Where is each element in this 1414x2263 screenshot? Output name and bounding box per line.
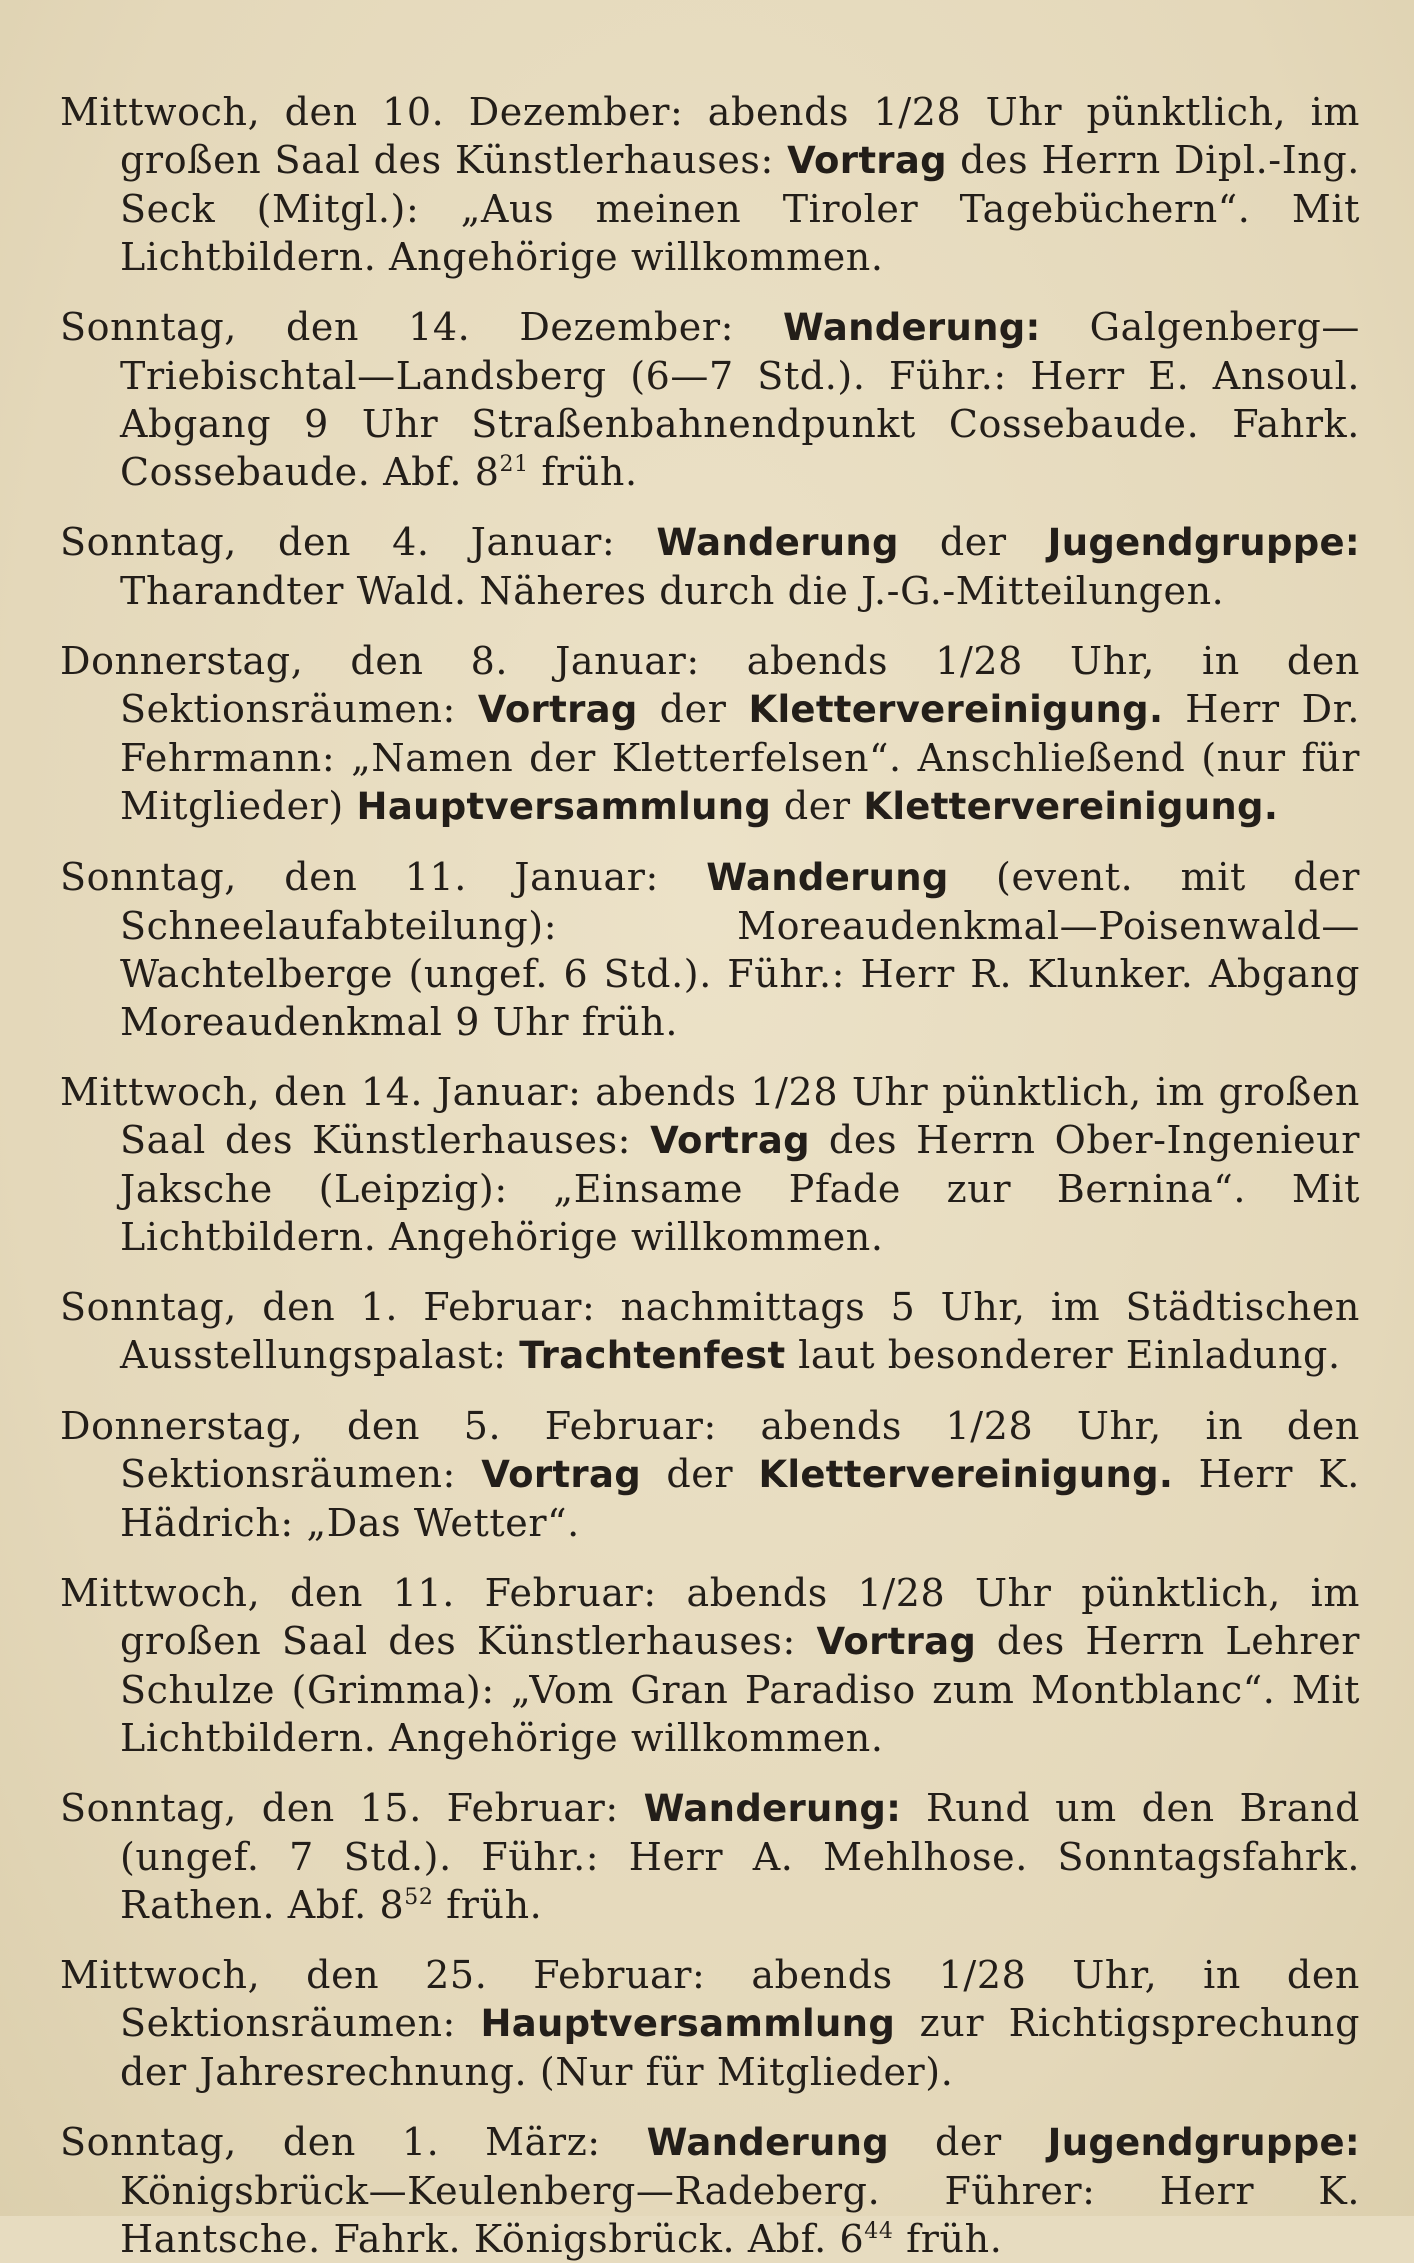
event-keyword: Klettervereinigung. xyxy=(863,785,1279,828)
event-keyword: Vortrag xyxy=(816,1620,977,1663)
departure-minutes: 52 xyxy=(404,1885,434,1910)
event-text: der xyxy=(637,687,749,731)
event-text: Sonntag, den 14. Dezember: xyxy=(60,305,784,349)
event-keyword: Jugendgruppe: xyxy=(1047,2121,1360,2164)
departure-minutes: 44 xyxy=(864,2219,894,2244)
event-text: der xyxy=(898,520,1048,564)
event-keyword: Jugendgruppe: xyxy=(1047,521,1361,564)
event-text: laut besonderer Einladung. xyxy=(785,1333,1341,1377)
event-text: Tharandter Wald. Näheres durch die J.-G.-Mitteilungen. xyxy=(120,569,1225,613)
event-keyword: Wanderung: xyxy=(643,1787,902,1830)
event-keyword: Klettervereinigung. xyxy=(748,688,1164,731)
event-text: Donnerstag, den 8. Januar: abends 1/28 Uhr, in den Sektionsräumen: xyxy=(60,639,1360,731)
event-text: Donnerstag, den 5. Februar: abends 1/28 Uhr, in den Sektionsräumen: xyxy=(60,1404,1360,1496)
event-keyword: Trachtenfest xyxy=(519,1334,786,1377)
event-text: Königsbrück—Keulenberg—Radeberg. Führer: Herr K. Hantsche. Fahrk. Königsbrück. Abf. 6 xyxy=(120,2169,1360,2261)
event-keyword: Wanderung xyxy=(656,521,899,564)
event-text: früh. xyxy=(893,2217,1003,2261)
event-text: Rund um den Brand (ungef. 7 Std.). Führ.: Herr A. Mehlhose. Sonntagsfahrk. Rathen. Abf. 8 xyxy=(120,1786,1360,1927)
event-text: des Herrn Ober-Ingenieur Jaksche (Leipzig): „Einsame Pfade zur Bernina“. Mit Lichtbildern. Angehörige willkommen. xyxy=(120,1118,1360,1259)
event-keyword: Klettervereinigung. xyxy=(758,1453,1174,1496)
event-text: der xyxy=(889,2120,1048,2164)
event-entry xyxy=(60,518,1360,615)
event-text: früh. xyxy=(433,1883,543,1927)
event-text: der xyxy=(641,1452,759,1496)
event-keyword: Wanderung: xyxy=(783,306,1041,349)
event-text: Mittwoch, den 14. Januar: abends 1/28 Uhr pünktlich, im großen Saal des Künstlerhauses: xyxy=(60,1070,1360,1162)
event-text: Herr K. Hädrich: „Das Wetter“. xyxy=(120,1452,1360,1545)
event-keyword: Wanderung xyxy=(706,856,949,899)
event-entry xyxy=(60,1784,1360,1929)
event-keyword: Hauptversammlung xyxy=(356,785,772,828)
event-text: Sonntag, den 1. Februar: nachmittags 5 Uhr, im Städtischen Ausstellungspalast: xyxy=(60,1285,1360,1377)
event-text: Sonntag, den 11. Januar: xyxy=(60,855,707,899)
event-entry xyxy=(60,88,1360,281)
event-keyword: Hauptversammlung xyxy=(480,2002,896,2045)
departure-minutes: 21 xyxy=(499,452,529,477)
event-keyword: Vortrag xyxy=(650,1119,810,1162)
event-text: Sonntag, den 4. Januar: xyxy=(60,520,657,564)
event-text: Mittwoch, den 25. Februar: abends 1/28 Uhr, in den Sektionsräumen: xyxy=(60,1953,1360,2045)
event-text: (event. mit der Schneelaufabteilung): Moreaudenkmal—Poisenwald—Wachtelberge (ungef. 6 Std.). Führ.: Herr R. Klunker. Abgang Moreaudenkmal 9 Uhr früh. xyxy=(120,855,1360,1044)
event-entry xyxy=(60,1951,1360,2096)
event-text: des Herrn Lehrer Schulze (Grimma): „Vom Gran Paradiso zum Montblanc“. Mit Lichtbildern. Angehörige willkommen. xyxy=(120,1619,1360,1760)
event-text: Sonntag, den 15. Februar: xyxy=(60,1786,644,1830)
event-entry xyxy=(60,1569,1360,1762)
event-text: Galgenberg—Triebischtal—Landsberg (6—7 Std.). Führ.: Herr E. Ansoul. Abgang 9 Uhr Straßenbahnendpunkt Cossebaude. Fahrk. Cossebaude. Abf. 8 xyxy=(120,305,1360,494)
event-entry xyxy=(60,1402,1360,1547)
event-list xyxy=(60,88,1360,2263)
event-text: Mittwoch, den 11. Februar: abends 1/28 Uhr pünktlich, im großen Saal des Künstlerhauses: xyxy=(60,1571,1360,1663)
event-entry xyxy=(60,637,1360,831)
event-entry xyxy=(60,1283,1360,1380)
event-entry xyxy=(60,1068,1360,1261)
event-entry xyxy=(60,303,1360,496)
event-text: des Herrn Dipl.-Ing. Seck (Mitgl.): „Aus meinen Tiroler Tagebüchern“. Mit Lichtbildern. Angehörige willkommen. xyxy=(120,138,1360,279)
event-entry xyxy=(60,853,1360,1046)
event-keyword: Wanderung xyxy=(646,2121,890,2164)
event-keyword: Vortrag xyxy=(477,688,638,731)
event-text: zur Richtigsprechung der Jahresrechnung. (Nur für Mitglieder). xyxy=(120,2001,1360,2094)
event-text: Sonntag, den 1. März: xyxy=(60,2120,647,2164)
event-text: Herr Dr. Fehrmann: „Namen der Kletterfelsen“. Anschließend (nur für Mitglieder) xyxy=(120,687,1360,828)
event-keyword: Vortrag xyxy=(787,139,947,182)
event-text: früh. xyxy=(528,450,638,494)
event-entry xyxy=(60,2118,1360,2263)
event-text: Mittwoch, den 10. Dezember: abends 1/28 Uhr pünktlich, im großen Saal des Künstlerhauses: xyxy=(60,90,1360,182)
event-keyword: Vortrag xyxy=(481,1453,642,1496)
event-text: der xyxy=(771,784,864,828)
